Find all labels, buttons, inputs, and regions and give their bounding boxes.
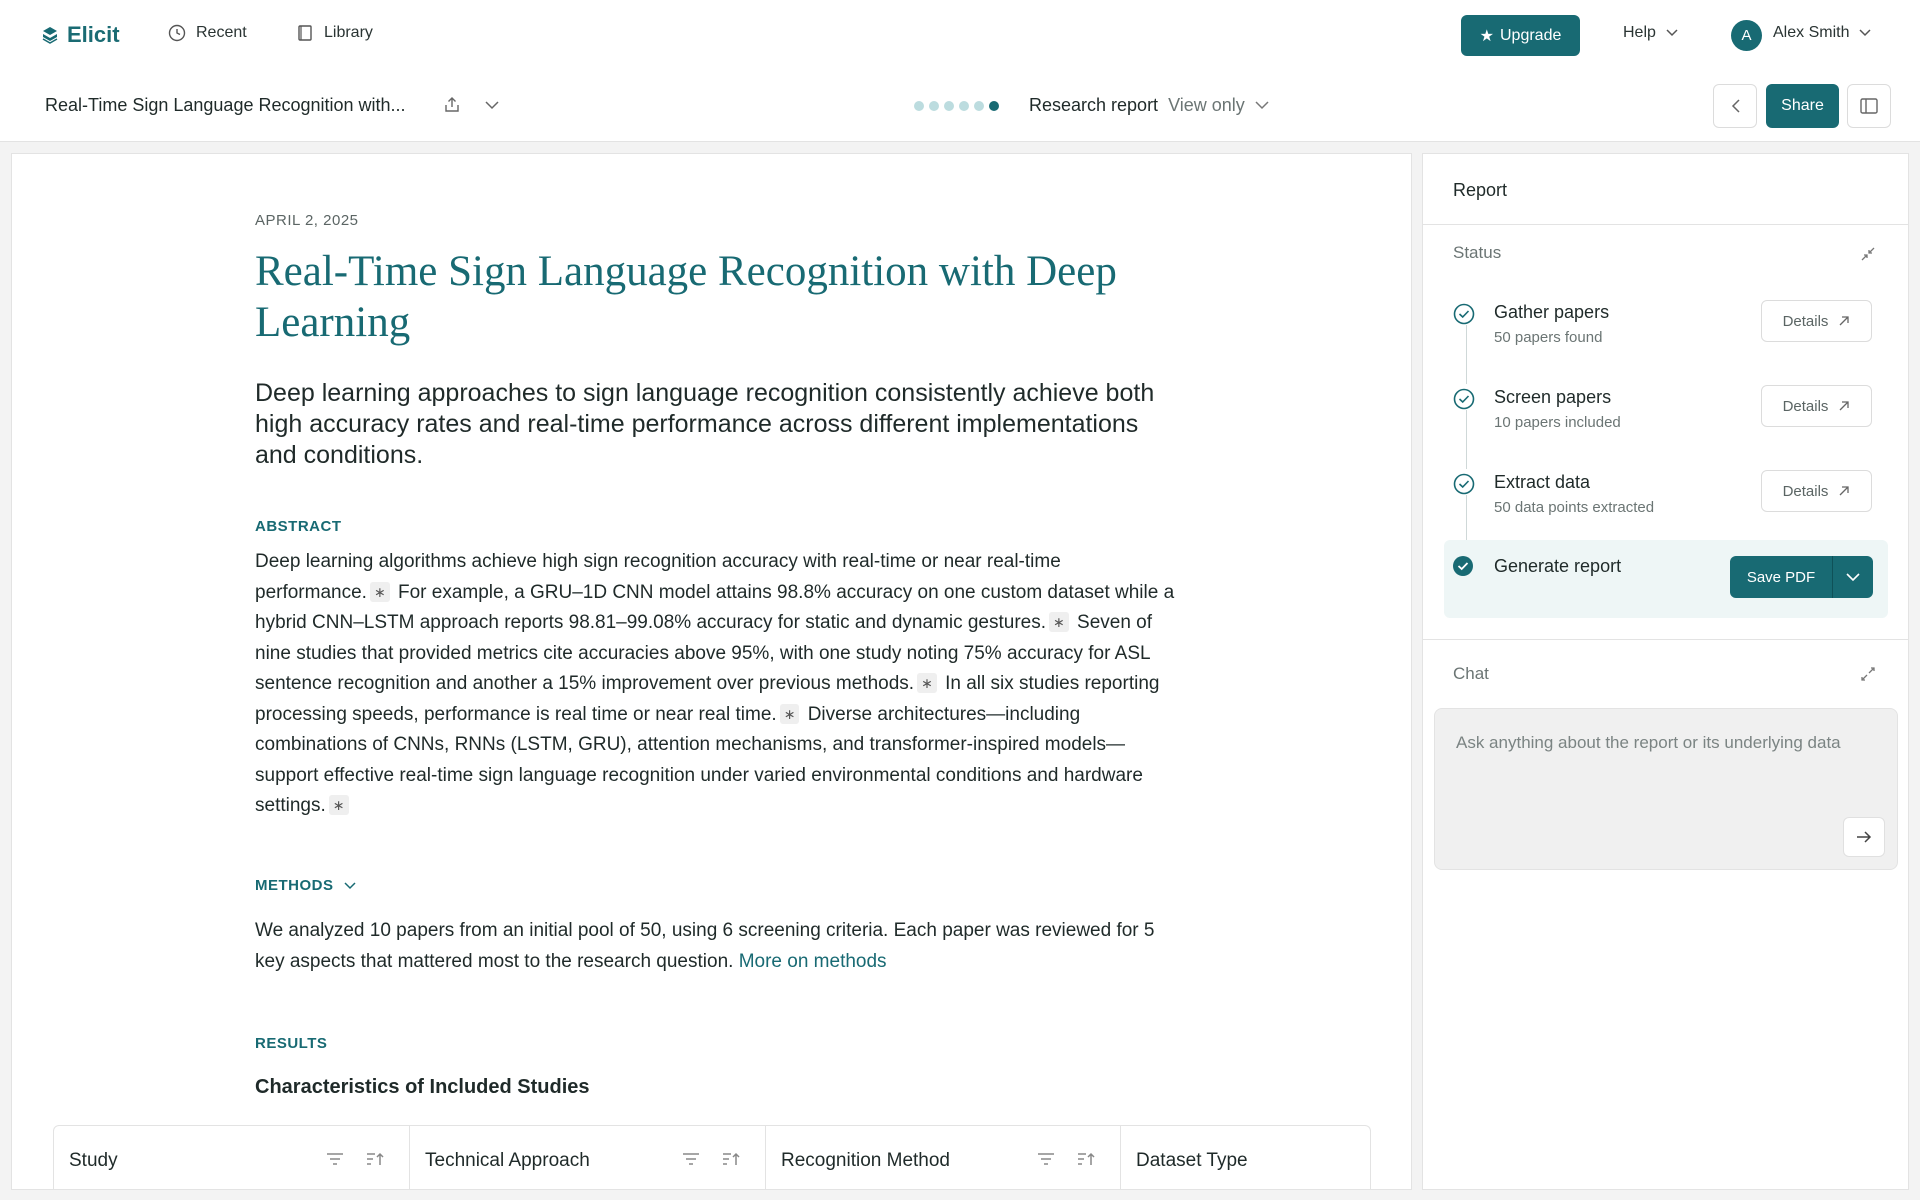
- report-date: APRIL 2, 2025: [255, 212, 359, 229]
- chevron-down-icon[interactable]: [481, 94, 503, 116]
- book-icon: [296, 24, 314, 42]
- report-title: Real-Time Sign Language Recognition with Deep Learning: [255, 248, 1117, 346]
- chat-placeholder: Ask anything about the report or its underlying data: [1456, 733, 1841, 752]
- sidebar-icon: [1860, 98, 1878, 114]
- step-name: Gather papers: [1494, 302, 1610, 322]
- column-controls: [682, 1152, 740, 1166]
- report-document: [11, 153, 1412, 1190]
- progress-dot: [914, 101, 924, 111]
- abstract-sentence: Deep learning algorithms achieve high sign recognition accuracy with real-time or near real-time performance.: [255, 551, 1061, 603]
- document-toolbar: [0, 70, 1920, 142]
- details-button[interactable]: [1761, 300, 1872, 342]
- details-label: Details: [1782, 482, 1829, 500]
- column-controls: [1037, 1152, 1095, 1166]
- column-header-dataset[interactable]: [1121, 1126, 1370, 1190]
- report-type-selector[interactable]: [1029, 95, 1269, 116]
- column-controls: [326, 1152, 384, 1166]
- report-type-label: Research report: [1029, 95, 1159, 115]
- help-menu[interactable]: [1623, 24, 1678, 42]
- avatar[interactable]: A: [1731, 20, 1762, 51]
- methods-body: We analyzed 10 papers from an initial pool of 50, using 6 screening criteria. Each paper was reviewed for 5 key aspects that mattered most to the research question.: [255, 920, 1155, 972]
- progress-dot: [929, 101, 939, 111]
- abstract-heading: [255, 518, 342, 535]
- sort-icon[interactable]: [366, 1152, 384, 1166]
- methods-text: [255, 916, 1175, 977]
- details-label: Details: [1782, 397, 1829, 415]
- methods-label: METHODS: [255, 877, 334, 894]
- citation-marker[interactable]: ∗: [1049, 612, 1069, 632]
- column-header-label: Study: [69, 1150, 118, 1171]
- panel-title: Report: [1453, 180, 1508, 200]
- details-button[interactable]: [1761, 385, 1872, 427]
- abstract-label: ABSTRACT: [255, 518, 342, 535]
- abstract-text: [255, 547, 1175, 822]
- citation-marker[interactable]: ∗: [780, 704, 800, 724]
- citation-marker[interactable]: ∗: [370, 582, 390, 602]
- arrow-right-icon: [1856, 830, 1872, 844]
- top-nav: [0, 0, 1920, 70]
- nav-library-label: Library: [324, 24, 373, 41]
- sort-icon[interactable]: [722, 1152, 740, 1166]
- progress-dot: [944, 101, 954, 111]
- step-name: Generate report: [1494, 556, 1622, 576]
- arrow-up-right-icon: [1838, 485, 1850, 497]
- chat-input[interactable]: [1434, 708, 1898, 870]
- check-circle-filled-icon: [1452, 555, 1474, 577]
- step-name: Extract data: [1494, 472, 1591, 492]
- column-header-label: Dataset Type: [1136, 1150, 1248, 1171]
- divider: [1423, 224, 1908, 225]
- filter-icon[interactable]: [682, 1152, 700, 1166]
- expand-icon[interactable]: [1859, 665, 1877, 683]
- nav-recent-label: Recent: [196, 24, 247, 41]
- elicit-logo-icon: [40, 25, 60, 45]
- step-connector: [1466, 410, 1467, 469]
- check-circle-icon: [1453, 473, 1475, 495]
- step-name: Screen papers: [1494, 387, 1612, 407]
- user-name-label: Alex Smith: [1773, 24, 1850, 41]
- minimize-icon[interactable]: [1859, 245, 1877, 263]
- details-button[interactable]: [1761, 470, 1872, 512]
- step-meta: 50 papers found: [1494, 329, 1603, 346]
- save-pdf-label[interactable]: Save PDF: [1730, 556, 1833, 598]
- star-icon: ★: [1479, 27, 1494, 45]
- chevron-left-icon: [1731, 99, 1740, 113]
- studies-table-header: [53, 1125, 1371, 1190]
- check-circle-icon: [1453, 388, 1475, 410]
- chevron-down-icon: [1859, 29, 1871, 37]
- access-label: View only: [1168, 95, 1245, 115]
- step-connector: [1466, 325, 1467, 384]
- methods-heading[interactable]: [255, 877, 356, 894]
- check-circle-icon: [1453, 303, 1475, 325]
- abstract-sentence: Seven of nine studies that provided metrics cite accuracies above 95%, with one study noting 75% accuracy for ASL sentence recognition and another a 15% improvement over previous methods.: [255, 612, 1153, 694]
- column-header-method[interactable]: [766, 1126, 1121, 1190]
- export-icon[interactable]: [441, 94, 463, 116]
- column-header-label: Technical Approach: [425, 1150, 590, 1171]
- status-label: Status: [1453, 243, 1502, 262]
- more-methods-link[interactable]: More on methods: [738, 950, 887, 972]
- progress-dot: [959, 101, 969, 111]
- send-button[interactable]: [1843, 817, 1885, 857]
- share-button[interactable]: Share: [1766, 84, 1839, 128]
- help-label: Help: [1623, 24, 1656, 41]
- toggle-panel-button[interactable]: [1847, 84, 1891, 128]
- abstract-sentence: Diverse architectures—including combinations of CNNs, RNNs (LSTM, GRU), attention mechanisms, and transformer-inspired models—support effective real-time sign language recognition under varied environmental conditions and hardware settings.: [255, 703, 1143, 816]
- column-header-label: Recognition Method: [781, 1150, 950, 1171]
- upgrade-label: Upgrade: [1499, 26, 1562, 44]
- nav-recent[interactable]: [168, 24, 247, 42]
- filter-icon[interactable]: [1037, 1152, 1055, 1166]
- abstract-sentence: For example, a GRU–1D CNN model attains 98.8% accuracy on one custom dataset while a hybrid CNN–LSTM approach reports 98.81–99.08% accuracy for static and dynamic gestures.: [255, 581, 1175, 633]
- step-meta: 10 papers included: [1494, 414, 1621, 431]
- citation-marker[interactable]: ∗: [917, 673, 937, 693]
- column-header-approach[interactable]: [410, 1126, 766, 1190]
- filter-icon[interactable]: [326, 1152, 344, 1166]
- chevron-down-icon: [1846, 573, 1860, 582]
- upgrade-button[interactable]: [1461, 15, 1580, 56]
- brand-logo[interactable]: [40, 22, 120, 48]
- chevron-down-icon: [1666, 29, 1678, 37]
- clock-icon: [168, 24, 186, 42]
- results-subheading: Characteristics of Included Studies: [255, 1076, 590, 1098]
- chevron-down-icon: [1255, 101, 1269, 110]
- arrow-up-right-icon: [1838, 400, 1850, 412]
- document-title[interactable]: Real-Time Sign Language Recognition with...: [45, 95, 406, 115]
- results-label: RESULTS: [255, 1035, 328, 1052]
- abstract-sentence: In all six studies reporting processing speeds, performance is real time or near real time.: [255, 673, 1160, 725]
- save-options-dropdown[interactable]: [1833, 556, 1873, 598]
- user-menu[interactable]: [1773, 24, 1871, 42]
- divider: [1423, 639, 1908, 640]
- brand-name: Elicit: [67, 22, 120, 47]
- column-header-study[interactable]: [54, 1126, 410, 1190]
- progress-dot-active: [989, 101, 999, 111]
- chevron-down-icon: [344, 882, 356, 890]
- results-heading: [255, 1035, 327, 1052]
- details-label: Details: [1782, 312, 1829, 330]
- save-pdf-button[interactable]: [1730, 556, 1873, 598]
- nav-library[interactable]: [296, 24, 373, 42]
- citation-marker[interactable]: ∗: [329, 795, 349, 815]
- step-meta: 50 data points extracted: [1494, 499, 1655, 516]
- arrow-up-right-icon: [1838, 315, 1850, 327]
- collapse-button[interactable]: [1713, 84, 1757, 128]
- chat-label: Chat: [1453, 664, 1489, 683]
- sort-icon[interactable]: [1077, 1152, 1095, 1166]
- progress-dots: [914, 101, 999, 111]
- progress-dot: [974, 101, 984, 111]
- report-summary: Deep learning approaches to sign language recognition consistently achieve both high accuracy rates and real-time performance across different implementations and conditions.: [255, 379, 1155, 469]
